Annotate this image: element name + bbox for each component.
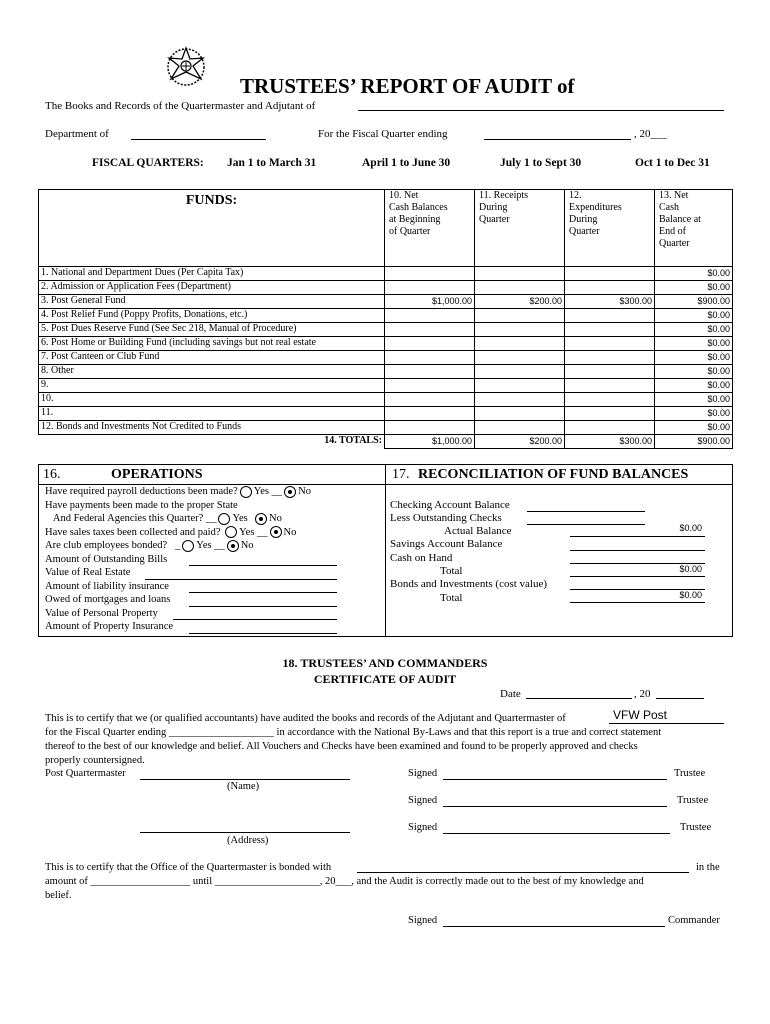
fund-row — [39, 267, 733, 281]
fund-label: 12. Bonds and Investments Not Credited to Funds — [39, 421, 385, 435]
fund-cell-c13[interactable]: $0.00 — [655, 379, 733, 393]
fund-row — [39, 323, 733, 337]
fund-cell-c10[interactable] — [385, 379, 475, 393]
trustee-signature-2[interactable] — [443, 806, 667, 807]
payroll-yes-radio[interactable] — [240, 486, 252, 498]
field-row — [45, 607, 337, 621]
personal-property-label: Value of Personal Property — [45, 607, 158, 619]
trustee-label-2: Trustee — [677, 795, 709, 806]
fund-cell-c12[interactable] — [565, 407, 655, 421]
mortgages-label: Owed of mortgages and loans — [45, 594, 171, 605]
quartermaster-address-field[interactable] — [140, 832, 350, 833]
fund-label: 10. — [39, 393, 385, 407]
post-name-value[interactable]: VFW Post — [613, 708, 668, 722]
bond-in-the: in the — [696, 862, 720, 873]
q-employees-label: Are club employees bonded? — [45, 540, 168, 551]
fund-cell-c10[interactable] — [385, 421, 475, 435]
total-col13[interactable]: $900.00 — [655, 435, 733, 449]
actual-field[interactable] — [570, 536, 705, 537]
no-label: No — [240, 540, 254, 551]
fund-cell-c11[interactable]: $200.00 — [475, 295, 565, 309]
fund-row — [39, 351, 733, 365]
fund-label: 11. — [39, 407, 385, 421]
post-quartermaster-label: Post Quartermaster — [45, 768, 126, 779]
actual-label: Actual Balance — [444, 525, 512, 537]
total-col11[interactable]: $200.00 — [475, 435, 565, 449]
fund-cell-c11[interactable] — [475, 365, 565, 379]
actual-value[interactable]: $0.00 — [679, 523, 702, 533]
outstanding-label: Less Outstanding Checks — [390, 512, 502, 524]
q-payments-label-2: And Federal Agencies this Quarter? — [52, 513, 204, 524]
total1-value[interactable]: $0.00 — [679, 564, 702, 574]
fund-label: 1. National and Department Dues (Per Capita Tax) — [39, 267, 385, 281]
col13-line: Balance at — [659, 214, 701, 225]
col10-line: of Quarter — [389, 226, 431, 237]
col12-line: Expenditures — [569, 202, 622, 213]
property-insurance-label: Amount of Property Insurance — [45, 621, 174, 632]
fund-row — [39, 295, 733, 309]
fund-cell-c13[interactable]: $900.00 — [655, 295, 733, 309]
field-row — [45, 553, 337, 567]
fund-cell-c12[interactable] — [565, 351, 655, 365]
fund-cell-c11[interactable] — [475, 323, 565, 337]
fund-row — [39, 309, 733, 323]
liability-insurance-label: Amount of liability insurance — [45, 580, 169, 592]
quartermaster-name-field[interactable] — [140, 779, 350, 780]
yes-label: Yes — [232, 513, 248, 524]
no-label: No — [268, 513, 282, 524]
fund-label: 5. Post Dues Reserve Fund (See Sec 218, Manual of Procedure) — [39, 323, 385, 337]
certificate-heading-2: CERTIFICATE OF AUDIT — [313, 672, 457, 686]
fund-cell-c12[interactable] — [565, 421, 655, 435]
operations-number: 16. — [43, 467, 61, 482]
checking-field[interactable] — [527, 511, 645, 512]
date-label: Date — [500, 688, 521, 700]
total2-value[interactable]: $0.00 — [679, 590, 702, 600]
fund-cell-c13[interactable]: $0.00 — [655, 309, 733, 323]
q-sales-row: Have sales taxes been collected and paid? Yes __ No — [45, 526, 297, 538]
fund-label: 8. Other — [39, 365, 385, 379]
total2-field[interactable] — [570, 602, 705, 603]
bond-line-3: belief. — [45, 890, 72, 901]
operations-section — [38, 464, 386, 637]
fund-cell-c13[interactable]: $0.00 — [655, 281, 733, 295]
fund-cell-c13[interactable]: $0.00 — [655, 351, 733, 365]
funds-header-row — [39, 190, 733, 267]
fund-label: 2. Admission or Application Fees (Department) — [39, 281, 385, 295]
q-payments-label-1: Have payments been made to the proper State — [45, 499, 238, 511]
fund-cell-c10[interactable] — [385, 267, 475, 281]
department-field[interactable] — [131, 139, 266, 140]
fund-row — [39, 393, 733, 407]
fund-cell-c11[interactable] — [475, 379, 565, 393]
col11-line: Quarter — [479, 214, 510, 225]
employees-yes-radio[interactable] — [182, 540, 194, 552]
reconciliation-number: 17. — [392, 467, 410, 482]
quarter-2: April 1 to June 30 — [362, 157, 451, 169]
signed-label-1: Signed — [408, 768, 438, 779]
funds-heading-cell — [39, 190, 385, 267]
payroll-no-radio[interactable] — [284, 486, 296, 498]
sales-no-radio[interactable] — [270, 526, 282, 538]
col12-line: Quarter — [569, 226, 600, 237]
department-label: Department of — [45, 128, 109, 140]
field-row — [45, 566, 337, 580]
col12-line: During — [569, 214, 598, 225]
col10-header — [385, 190, 475, 267]
col13-line: End of — [659, 226, 686, 237]
yes-label: Yes — [253, 486, 269, 497]
fund-cell-c13[interactable]: $0.00 — [655, 365, 733, 379]
fund-cell-c11[interactable] — [475, 309, 565, 323]
fund-row — [39, 281, 733, 295]
fund-cell-c12[interactable] — [565, 365, 655, 379]
trustee-label-1: Trustee — [674, 768, 706, 779]
operations-body — [45, 485, 337, 634]
property-insurance-field[interactable] — [189, 633, 337, 634]
fund-cell-c12[interactable] — [565, 281, 655, 295]
page-title: TRUSTEES’ REPORT OF AUDIT of — [240, 74, 575, 98]
yes-label: Yes — [239, 526, 255, 538]
commander-signature[interactable] — [443, 926, 665, 927]
q-sales-label: Have sales taxes been collected and paid? — [45, 526, 221, 538]
fund-cell-c12[interactable] — [565, 267, 655, 281]
signed-label-2: Signed — [408, 795, 438, 806]
certificate-heading-1: 18. TRUSTEES’ AND COMMANDERS — [282, 656, 488, 670]
col12-header — [565, 190, 655, 267]
certify-line-3: thereof to the best of our knowledge and belief. All Vouchers and Checks have been examined and found to be properly approved and checks — [45, 741, 638, 752]
certify-line-4: properly countersigned. — [45, 755, 145, 766]
col12-line: 12. — [569, 190, 582, 201]
quarter-1: Jan 1 to March 31 — [227, 157, 317, 169]
vfw-emblem-logo — [163, 45, 209, 89]
trustee-signature-3[interactable] — [443, 833, 670, 834]
fund-cell-c12[interactable] — [565, 337, 655, 351]
checking-label: Checking Account Balance — [390, 499, 510, 511]
col13-line: Cash — [659, 202, 679, 213]
quarter-3: July 1 to Sept 30 — [500, 157, 582, 169]
total-col10[interactable]: $1,000.00 — [385, 435, 475, 449]
col11-header — [475, 190, 565, 267]
name-caption: (Name) — [227, 781, 260, 792]
q-payroll-row: Have required payroll deductions been made? Yes __ No — [45, 486, 311, 497]
q-payroll-label: Have required payroll deductions been made? — [45, 486, 238, 497]
fund-cell-c11[interactable] — [475, 393, 565, 407]
total2-label: Total — [440, 592, 463, 604]
trustee-label-3: Trustee — [680, 822, 712, 833]
fund-cell-c10[interactable] — [385, 281, 475, 295]
payments-yes-radio[interactable] — [218, 513, 230, 525]
funds-table — [38, 189, 733, 449]
totals-row — [39, 435, 733, 449]
fund-cell-c13[interactable]: $0.00 — [655, 267, 733, 281]
field-row — [45, 580, 337, 594]
fund-row — [39, 407, 733, 421]
col13-line: Quarter — [659, 238, 690, 249]
fund-cell-c12[interactable] — [565, 309, 655, 323]
date-year: , 20 — [634, 688, 651, 700]
col13-header — [655, 190, 733, 267]
yes-label: Yes — [196, 540, 212, 551]
certify-line-1: This is to certify that we (or qualified accountants) have audited the books and records of the Adjutant and Quartermaster of — [45, 713, 566, 724]
funds-heading: FUNDS: — [185, 193, 238, 208]
commander-label: Commander — [668, 915, 720, 926]
operations-heading: OPERATIONS — [111, 467, 203, 482]
fund-cell-c12[interactable] — [565, 379, 655, 393]
real-estate-label: Value of Real Estate — [45, 567, 131, 578]
fund-row — [39, 379, 733, 393]
q-employees-row: Are club employees bonded? _ Yes __ No — [45, 540, 254, 551]
fund-cell-c10[interactable] — [385, 407, 475, 421]
fund-cell-c11[interactable] — [475, 337, 565, 351]
fund-row — [39, 421, 733, 435]
date-year-field[interactable] — [656, 698, 704, 699]
fund-label: 9. — [39, 379, 385, 393]
quarter-4: Oct 1 to Dec 31 — [635, 157, 710, 169]
no-label: No — [283, 526, 297, 538]
fund-cell-c10[interactable] — [385, 393, 475, 407]
signed-label-3: Signed — [408, 822, 438, 833]
fund-cell-c11[interactable] — [475, 407, 565, 421]
field-row — [45, 593, 337, 607]
fund-cell-c10[interactable] — [385, 351, 475, 365]
outstanding-bills-label: Amount of Outstanding Bills — [45, 553, 168, 565]
fund-label: 3. Post General Fund — [39, 295, 385, 309]
fund-label: 7. Post Canteen or Club Fund — [39, 351, 385, 365]
no-label: No — [298, 486, 311, 497]
bonds-label: Bonds and Investments (cost value) — [390, 578, 548, 590]
cash-label: Cash on Hand — [390, 552, 453, 564]
fund-cell-c11[interactable] — [475, 281, 565, 295]
total-col12[interactable]: $300.00 — [565, 435, 655, 449]
fund-cell-c12[interactable] — [565, 323, 655, 337]
address-caption: (Address) — [227, 835, 269, 846]
fund-row — [39, 337, 733, 351]
books-records-label: The Books and Records of the Quartermaster and Adjutant of — [45, 100, 316, 112]
fund-cell-c13[interactable]: $0.00 — [655, 421, 733, 435]
col10-line: at Beginning — [389, 214, 441, 225]
reconciliation-section — [384, 464, 733, 637]
fund-cell-c10[interactable] — [385, 323, 475, 337]
year-suffix: , 20___ — [634, 128, 667, 140]
totals-label: 14. TOTALS: — [39, 435, 385, 449]
operations-header — [39, 465, 385, 485]
fiscal-quarters-label: FISCAL QUARTERS: — [92, 157, 204, 169]
trustee-signature-1[interactable] — [443, 779, 667, 780]
field-row — [45, 620, 337, 634]
bond-line-2: amount of ___________________ until ____________________, 20___, and the Audit is correctly made out to the best of my knowledge and — [45, 876, 644, 887]
signed-label-commander: Signed — [408, 915, 438, 926]
post-name-field[interactable] — [609, 723, 724, 724]
fund-cell-c11[interactable] — [475, 351, 565, 365]
q-payments-row: And Federal Agencies this Quarter? __ Yes No — [52, 513, 282, 524]
fund-cell-c12[interactable]: $300.00 — [565, 295, 655, 309]
reconciliation-heading: RECONCILIATION OF FUND BALANCES — [418, 467, 689, 482]
total1-label: Total — [440, 565, 463, 577]
sales-yes-radio[interactable] — [225, 526, 237, 538]
savings-field[interactable] — [570, 550, 705, 551]
fund-cell-c10[interactable] — [385, 309, 475, 323]
fund-cell-c11[interactable] — [475, 267, 565, 281]
fiscal-quarter-ending-label: For the Fiscal Quarter ending — [318, 128, 448, 140]
col10-line: 10. Net — [389, 190, 419, 201]
total1-field[interactable] — [570, 576, 705, 577]
fund-cell-c13[interactable]: $0.00 — [655, 393, 733, 407]
col13-line: 13. Net — [659, 190, 689, 201]
date-field[interactable] — [526, 698, 632, 699]
fund-cell-c13[interactable]: $0.00 — [655, 407, 733, 421]
bond-line-1: This is to certify that the Office of the Quartermaster is bonded with — [45, 862, 332, 873]
col11-line: During — [479, 202, 508, 213]
fiscal-quarter-ending-field[interactable] — [484, 139, 631, 140]
savings-label: Savings Account Balance — [390, 538, 503, 550]
fund-cell-c13[interactable]: $0.00 — [655, 323, 733, 337]
certify-line-2: for the Fiscal Quarter ending ____________________ in accordance with the National By-Laws and that this report is a true and correct statement — [45, 727, 662, 738]
col10-line: Cash Balances — [389, 202, 448, 213]
reconciliation-header — [384, 465, 732, 485]
col11-line: 11. Receipts — [479, 190, 529, 201]
payments-no-radio[interactable] — [255, 513, 267, 525]
fund-cell-c12[interactable] — [565, 393, 655, 407]
employees-no-radio[interactable] — [227, 540, 239, 552]
fund-label: 6. Post Home or Building Fund (including savings but not real estate — [39, 337, 385, 351]
fund-cell-c13[interactable]: $0.00 — [655, 337, 733, 351]
fund-cell-c11[interactable] — [475, 421, 565, 435]
fund-cell-c10[interactable] — [385, 337, 475, 351]
fund-cell-c10[interactable] — [385, 365, 475, 379]
fund-label: 4. Post Relief Fund (Poppy Profits, Donations, etc.) — [39, 309, 385, 323]
fund-row — [39, 365, 733, 379]
bond-company-field[interactable] — [357, 872, 689, 873]
fund-cell-c10[interactable]: $1,000.00 — [385, 295, 475, 309]
books-records-field[interactable] — [358, 110, 724, 111]
